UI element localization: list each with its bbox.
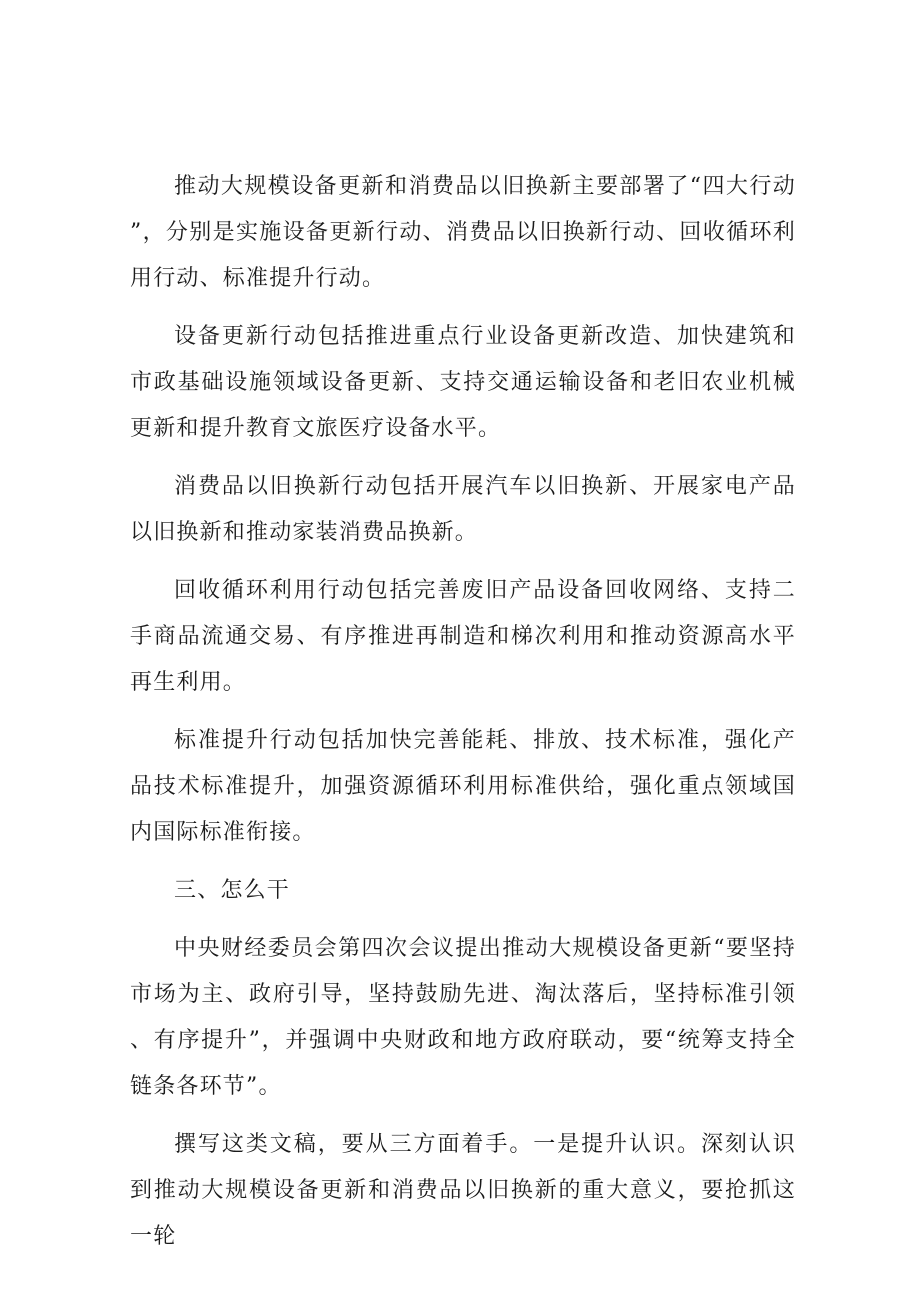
section-heading-how-to: 三、怎么干 — [174, 878, 291, 903]
paragraph-equipment-renewal: 设备更新行动包括推进重点行业设备更新改造、加快建筑和市政基础设施领域设备更新、支持交通运输设备和老旧农业机械更新和提升教育文旅医疗设备水平。 — [130, 324, 796, 441]
paragraph-writing-approach: 撰写这类文稿，要从三方面着手。一是提升认识。深刻认识到推动大规模设备更新和消费品以旧换新的重大意义，要抢抓这一轮 — [130, 1132, 796, 1249]
paragraph-trade-in: 消费品以旧换新行动包括开展汽车以旧换新、开展家电产品以旧换新和推动家装消费品换新。 — [130, 474, 796, 545]
paragraph-four-actions: 推动大规模设备更新和消费品以旧换新主要部署了“四大行动”，分别是实施设备更新行动、消费品以旧换新行动、回收循环利用行动、标准提升行动。 — [130, 174, 796, 291]
paragraph-standards: 标准提升行动包括加快完善能耗、排放、技术标准，强化产品技术标准提升，加强资源循环利用标准供给，强化重点领域国内国际标准衔接。 — [130, 728, 796, 845]
document-body — [130, 164, 796, 1272]
paragraph-recycling: 回收循环利用行动包括完善废旧产品设备回收网络、支持二手商品流通交易、有序推进再制造和梯次利用和推动资源高水平再生利用。 — [130, 578, 796, 695]
paragraph-central-meeting: 中央财经委员会第四次会议提出推动大规模设备更新“要坚持市场为主、政府引导，坚持鼓励先进、淘汰落后，坚持标准引领、有序提升”，并强调中央财政和地方政府联动，要“统筹支持全链条各环节”。 — [130, 936, 796, 1099]
